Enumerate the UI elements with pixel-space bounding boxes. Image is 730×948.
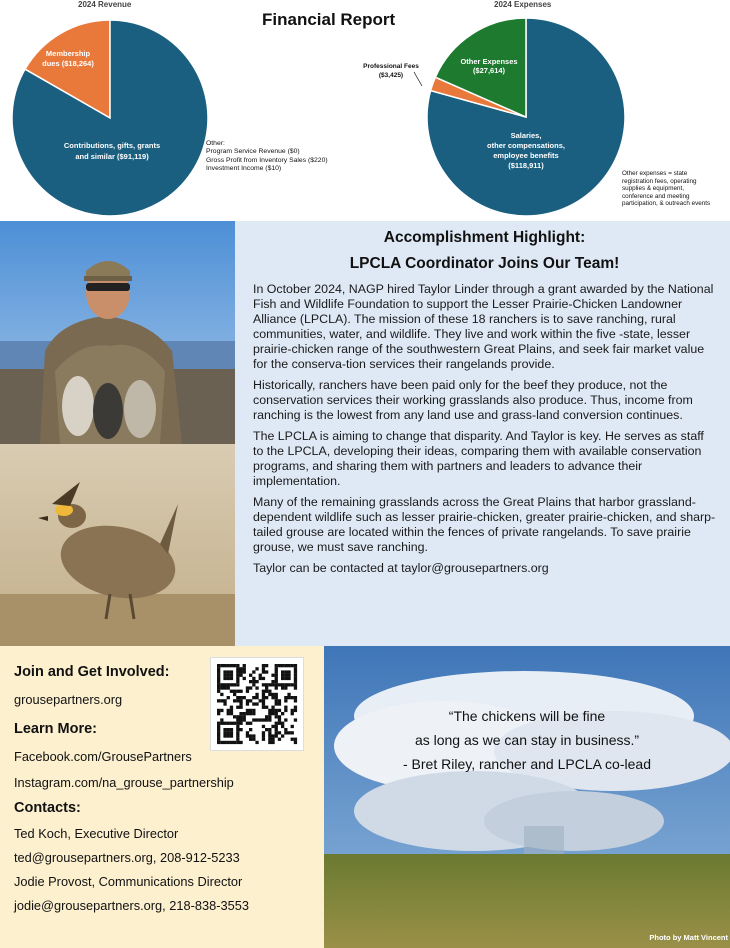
note-line: registration fees, operating <box>622 177 697 185</box>
highlight-paragraph: In October 2024, NAGP hired Taylor Linder through a grant awarded by the National Fish and Wildlife Foundation to support the Lesser Prairie-Chicken Landowner Alliance (LPCLA). The mission of these 18 ranchers is to save ranching, rural communities, water, and wildlife. They live and work within the five -state, lesser prairie-chicken range of the southwestern Great Plains, and seek fair market value for the conserva-tion services their rangelands provide. <box>253 282 714 371</box>
facebook-link[interactable]: Facebook.com/GrousePartners <box>14 749 192 764</box>
note-line: Other expenses = state <box>622 170 688 177</box>
instagram-link[interactable]: Instagram.com/na_grouse_partnership <box>14 775 234 790</box>
quote-line: “The chickens will be fine <box>448 708 606 724</box>
qr-code[interactable] <box>210 657 304 751</box>
expenses-other-note <box>622 170 710 208</box>
sky-photo-quote <box>324 646 730 948</box>
other-note-item: Program Service Revenue ($0) <box>206 148 300 156</box>
salaries-label-line3: employee benefits <box>493 151 559 160</box>
revenue-pie-chart <box>0 0 230 221</box>
quote-line: as long as we can stay in business.” <box>414 732 640 748</box>
salaries-label-line2: other compensations, <box>487 141 565 150</box>
page-title: Financial Report <box>262 10 396 29</box>
highlight-contact: Taylor can be contacted at taylor@grousepartners.org <box>253 561 549 575</box>
highlight-heading: Accomplishment Highlight: <box>383 229 586 246</box>
membership-slice-label-line2: dues ($18,264) <box>42 59 94 68</box>
website-link[interactable]: grousepartners.org <box>14 692 123 707</box>
prairie-chicken-photo <box>0 444 235 646</box>
highlight-subheading: LPCLA Coordinator Joins Our Team! <box>349 255 620 272</box>
note-line: supplies & equipment, <box>622 185 684 193</box>
membership-slice-label-line1: Membership <box>45 49 91 58</box>
note-line: participation, & outreach events <box>622 200 711 208</box>
contacts-heading: Contacts: <box>14 800 81 816</box>
professional-fees-leader-line <box>414 72 422 86</box>
revenue-other-note <box>206 140 328 174</box>
hunter-photo <box>0 221 235 444</box>
other-expenses-label-line1: Other Expenses <box>460 57 518 66</box>
highlight-paragraph: Many of the remaining grasslands across the Great Plains that harbor grassland-dependent wildlife such as lesser prairie-chicken, greater prairie-chicken, and sharp-tailed grouse are located within the fences of private rangelands. To save prairie grouse, we must save ranching. <box>253 495 716 554</box>
professional-fees-label-line1: Professional Fees <box>363 63 419 70</box>
accomplishment-highlight <box>235 221 730 646</box>
revenue-chart-title: 2024 Revenue <box>78 0 132 9</box>
expenses-chart-title: 2024 Expenses <box>494 0 552 9</box>
highlight-paragraph: Historically, ranchers have been paid only for the beef they produce, not the conservation services their working grasslands also produce. Thus, income from ranching is the lowest from any land use and grass-land conversion continues. <box>253 378 693 422</box>
other-expenses-label-line2: ($27,614) <box>472 66 506 75</box>
other-note-item: Gross Profit from Inventory Sales ($220) <box>206 156 328 164</box>
learn-more-heading: Learn More: <box>14 721 97 737</box>
contact-info[interactable]: jodie@grousepartners.org, 218-838-3553 <box>14 898 249 913</box>
photo-credit: Photo by Matt Vincent <box>649 933 728 942</box>
highlight-paragraph: The LPCLA is aiming to change that disparity. And Taylor is key. He serves as staff to the LPCLA, developing their ideas, comparing them with available conservation programs, and sharing them with partners and leaders to advance their implementation. <box>253 429 704 488</box>
contact-name: Ted Koch, Executive Director <box>14 826 179 841</box>
contact-info[interactable]: ted@grousepartners.org, 208-912-5233 <box>14 850 240 865</box>
note-line: conference and meeting <box>622 192 690 200</box>
other-note-title: Other: <box>206 140 225 147</box>
quote-attribution: - Bret Riley, rancher and LPCLA co-lead <box>403 756 651 772</box>
storm-cloud-photo <box>324 646 730 948</box>
contact-name: Jodie Provost, Communications Director <box>14 874 243 889</box>
expenses-pie-chart <box>350 0 630 221</box>
salaries-label-line1: Salaries, <box>510 131 542 140</box>
financial-report-section <box>0 0 730 221</box>
other-note-item: Investment Income ($10) <box>206 165 282 173</box>
join-heading: Join and Get Involved: <box>14 664 170 680</box>
contributions-slice-label-line1: Contributions, gifts, grants <box>63 141 161 150</box>
salaries-label-line4: ($118,911) <box>508 161 544 170</box>
professional-fees-label-line2: ($3,425) <box>378 72 404 79</box>
contributions-slice-label-line2: and similar ($91,119) <box>75 152 149 161</box>
